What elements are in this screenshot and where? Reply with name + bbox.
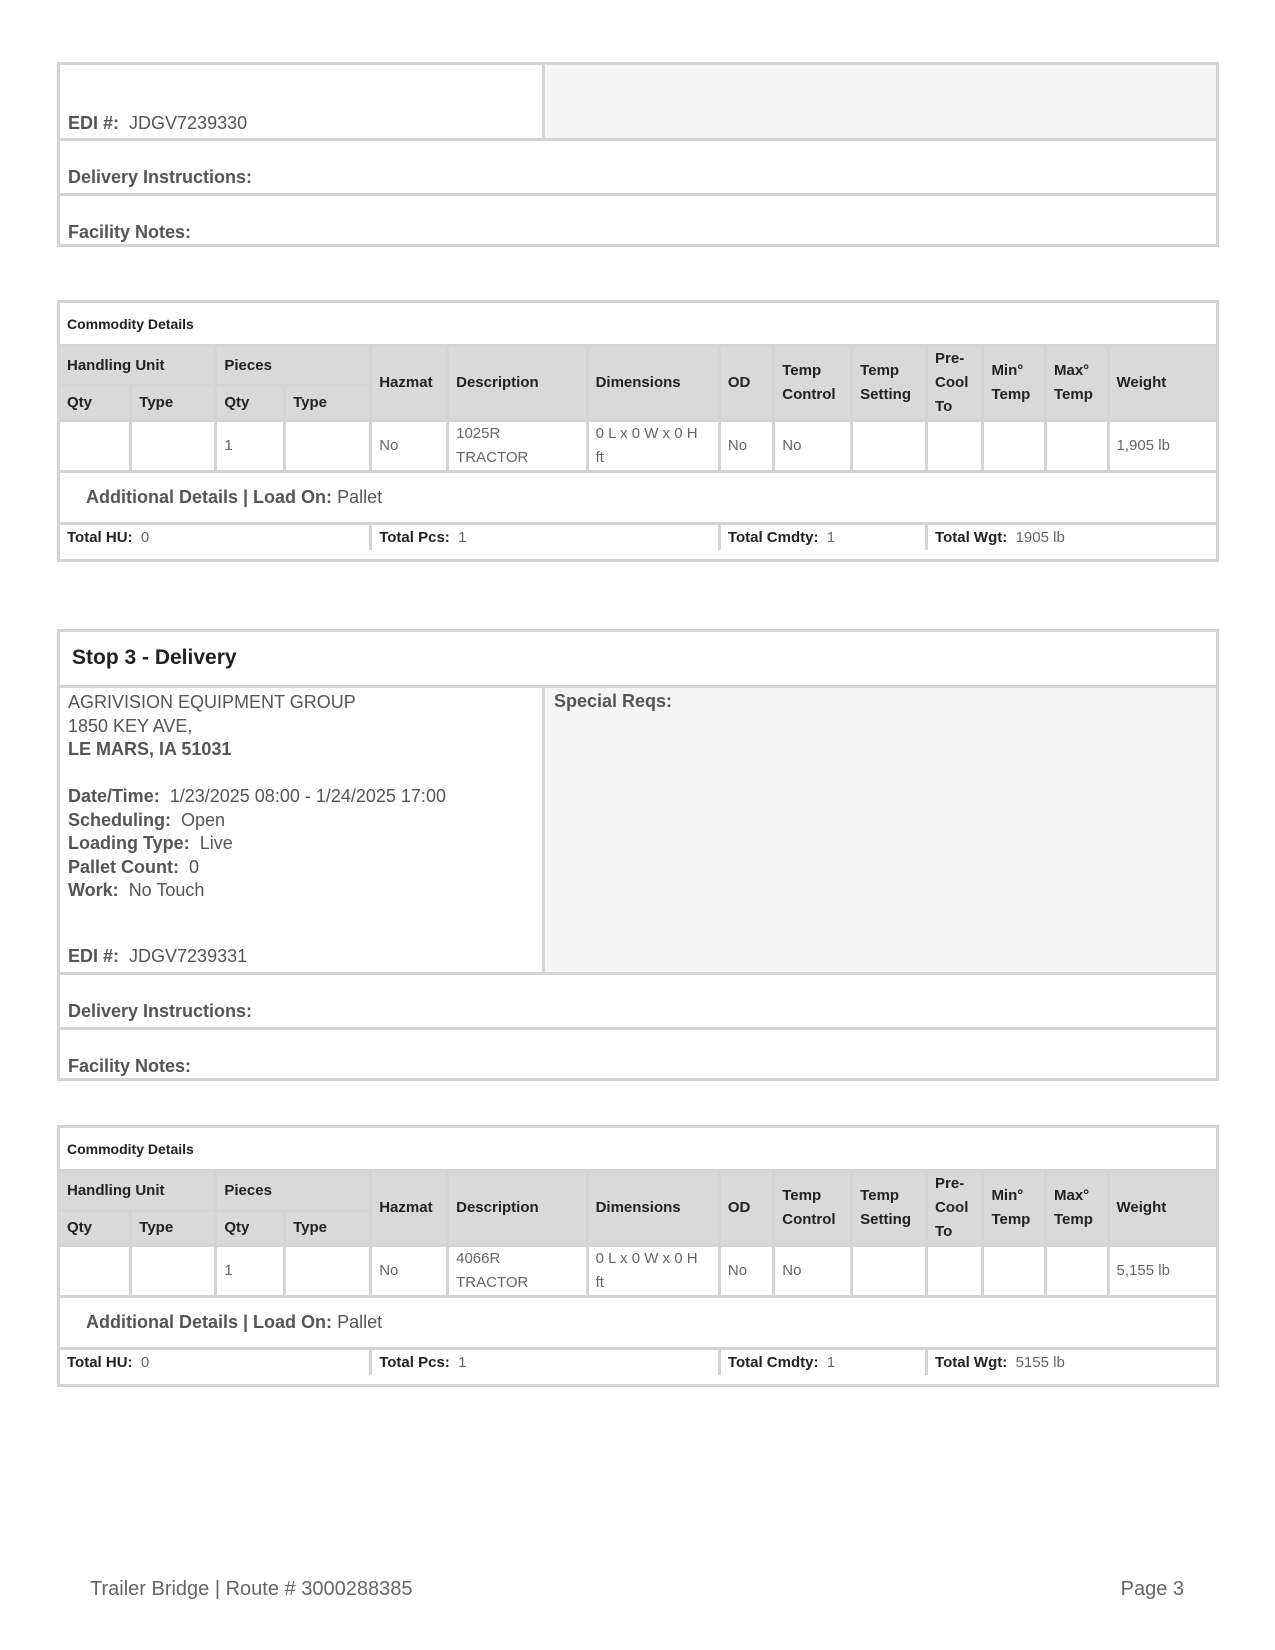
header-pcs-qty: Qty <box>216 386 285 421</box>
header-pcs-type: Type <box>285 1211 371 1246</box>
table-row <box>60 1246 1216 1297</box>
company-name: AGRIVISION EQUIPMENT GROUP <box>68 692 356 712</box>
header-handling-unit: Handling Unit <box>60 1171 216 1211</box>
cell-min-temp <box>983 1246 1046 1297</box>
cell-precool <box>927 421 983 472</box>
special-reqs-panel: Special Reqs: <box>545 688 1216 972</box>
footer-page-number: Page 3 <box>1120 1578 1184 1600</box>
cell-max-temp <box>1045 1246 1108 1297</box>
stop-3-delivery <box>57 629 1219 1081</box>
special-reqs-panel <box>545 65 1216 138</box>
header-hu-qty: Qty <box>60 1211 131 1246</box>
header-handling-unit: Handling Unit <box>60 346 216 386</box>
header-max-temp: Max° Temp <box>1045 346 1108 421</box>
facility-notes: Facility Notes: <box>68 222 192 242</box>
header-od: OD <box>719 346 773 421</box>
header-pcs-qty: Qty <box>216 1211 285 1246</box>
header-precool: Pre- Cool To <box>927 346 983 421</box>
header-description: Description <box>448 1171 587 1246</box>
header-hazmat: Hazmat <box>371 1171 448 1246</box>
stop-info-left <box>60 65 545 138</box>
header-pcs-type: Type <box>285 386 371 421</box>
header-weight: Weight <box>1108 1171 1216 1246</box>
header-hu-type: Type <box>131 1211 216 1246</box>
stop-address-panel <box>60 688 545 972</box>
cell-hu-qty <box>60 1246 131 1297</box>
total-wgt: Total Wgt: 5155 lb <box>927 1349 1216 1376</box>
stop-body <box>60 688 1216 975</box>
edi-number: EDI #: JDGV7239330 <box>68 113 248 133</box>
cell-temp-control: No <box>774 421 852 472</box>
cell-description: 1025R TRACTOR <box>448 421 587 472</box>
cell-weight: 5,155 lb <box>1108 1246 1216 1297</box>
footer-route: Trailer Bridge | Route # 3000288385 <box>90 1578 413 1600</box>
header-temp-control: Temp Control <box>774 346 852 421</box>
cell-pcs-qty: 1 <box>216 421 285 472</box>
commodity-title: Commodity Details <box>60 1128 1216 1171</box>
loading-type-row: Loading Type: Live <box>68 833 233 853</box>
header-description: Description <box>448 346 587 421</box>
header-hazmat: Hazmat <box>371 346 448 421</box>
additional-details: Additional Details | Load On: Pallet <box>60 472 1216 524</box>
cell-pcs-type <box>285 1246 371 1297</box>
cell-temp-control: No <box>774 1246 852 1297</box>
header-weight: Weight <box>1108 346 1216 421</box>
datetime-row: Date/Time: 1/23/2025 08:00 - 1/24/2025 17:00 <box>68 786 446 806</box>
header-pieces: Pieces <box>216 1171 371 1211</box>
work-row: Work: No Touch <box>68 880 205 900</box>
edi-number: EDI #: JDGV7239331 <box>68 945 248 966</box>
header-dimensions: Dimensions <box>587 1171 719 1246</box>
total-wgt: Total Wgt: 1905 lb <box>927 524 1216 551</box>
total-hu: Total HU: 0 <box>60 1349 371 1376</box>
previous-stop-continuation <box>57 62 1219 247</box>
cell-pcs-qty: 1 <box>216 1246 285 1297</box>
city-state-zip: LE MARS, IA 51031 <box>68 739 232 759</box>
facility-notes: Facility Notes: <box>68 1056 192 1076</box>
pallet-count-row: Pallet Count: 0 <box>68 856 200 877</box>
total-cmdty: Total Cmdty: 1 <box>719 524 926 551</box>
header-hu-qty: Qty <box>60 386 131 421</box>
cell-hazmat: No <box>371 421 448 472</box>
cell-dimensions: 0 L x 0 W x 0 H ft <box>587 421 719 472</box>
scheduling-row: Scheduling: Open <box>68 809 226 830</box>
header-hu-type: Type <box>131 386 216 421</box>
street-address: 1850 KEY AVE, <box>68 715 193 736</box>
header-pieces: Pieces <box>216 346 371 386</box>
cell-pcs-type <box>285 421 371 472</box>
total-pcs: Total Pcs: 1 <box>371 1349 720 1376</box>
header-precool: Pre- Cool To <box>927 1171 983 1246</box>
header-min-temp: Min° Temp <box>983 346 1046 421</box>
header-temp-setting: Temp Setting <box>852 346 927 421</box>
commodity-details-1 <box>57 300 1219 562</box>
header-temp-control: Temp Control <box>774 1171 852 1246</box>
cell-hu-type <box>131 1246 216 1297</box>
header-max-temp: Max° Temp <box>1045 1171 1108 1246</box>
header-min-temp: Min° Temp <box>983 1171 1046 1246</box>
stop-header <box>60 632 1216 688</box>
total-pcs: Total Pcs: 1 <box>371 524 720 551</box>
stop-details <box>68 785 446 903</box>
cell-description: 4066R TRACTOR <box>448 1246 587 1297</box>
address-block <box>68 691 356 762</box>
cell-min-temp <box>983 421 1046 472</box>
additional-details: Additional Details | Load On: Pallet <box>60 1297 1216 1349</box>
cell-od: No <box>719 1246 773 1297</box>
total-hu: Total HU: 0 <box>60 524 371 551</box>
cell-hu-qty <box>60 421 131 472</box>
commodity-title: Commodity Details <box>60 303 1216 346</box>
stop-title: Stop 3 - Delivery <box>72 646 237 669</box>
cell-weight: 1,905 lb <box>1108 421 1216 472</box>
cell-hazmat: No <box>371 1246 448 1297</box>
cell-temp-setting <box>852 1246 927 1297</box>
header-od: OD <box>719 1171 773 1246</box>
commodity-details-2 <box>57 1125 1219 1387</box>
delivery-instructions: Delivery Instructions: <box>60 141 1216 196</box>
total-cmdty: Total Cmdty: 1 <box>719 1349 926 1376</box>
table-row <box>60 421 1216 472</box>
cell-od: No <box>719 421 773 472</box>
delivery-instructions: Delivery Instructions: <box>60 975 1216 1030</box>
cell-precool <box>927 1246 983 1297</box>
cell-hu-type <box>131 421 216 472</box>
cell-dimensions: 0 L x 0 W x 0 H ft <box>587 1246 719 1297</box>
cell-temp-setting <box>852 421 927 472</box>
header-dimensions: Dimensions <box>587 346 719 421</box>
header-temp-setting: Temp Setting <box>852 1171 927 1246</box>
cell-max-temp <box>1045 421 1108 472</box>
stop-info-row <box>60 65 1216 141</box>
